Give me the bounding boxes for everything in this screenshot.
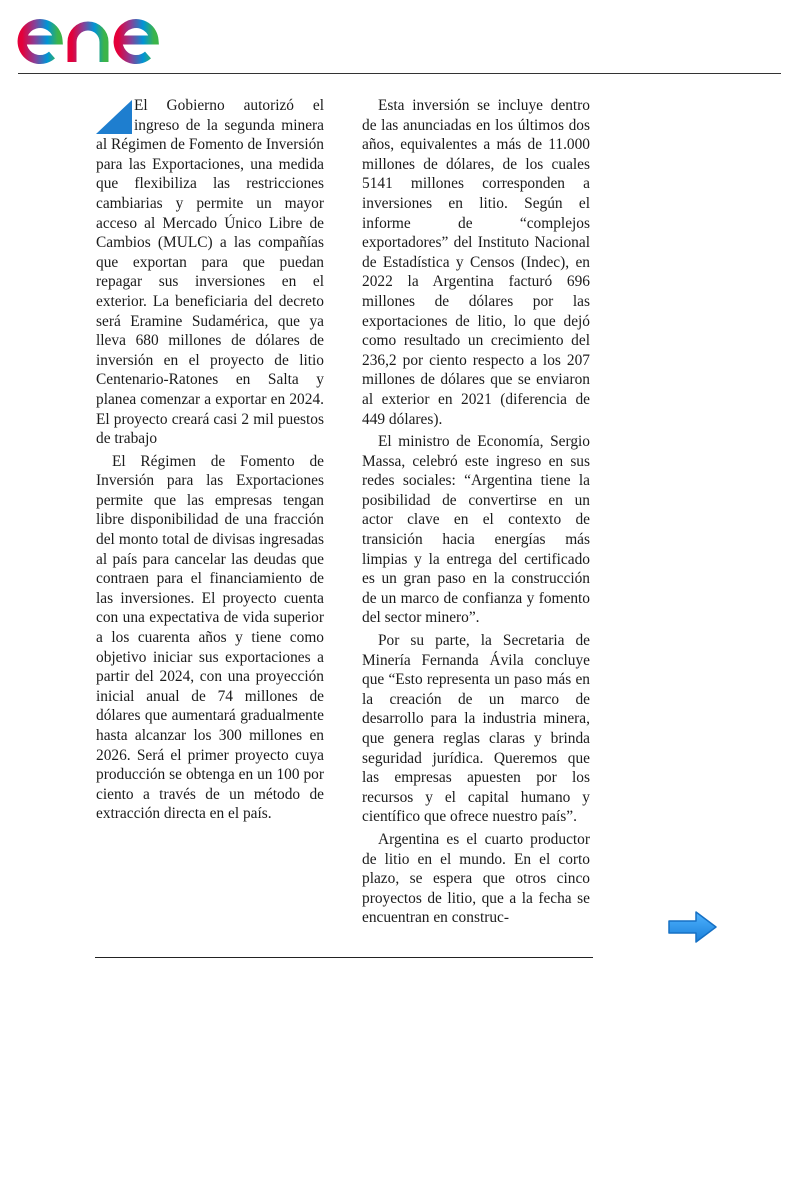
article-column-left [96, 96, 324, 827]
right-arrow-icon [666, 910, 718, 944]
article-column-right [362, 96, 590, 931]
footer-divider [95, 957, 593, 958]
article-paragraph-1-text: El Gobierno autorizó el ingreso de la segunda minera al Régimen de Fomento de Inversión para las Exportaciones, una medida que flexibiliza las restricciones cambiarias y permite un mayor acceso al Mercado Único Libre de Cambios (MULC) a las compañías que exportan para que puedan repagar sus inversiones en el exterior. La beneficiaria del decreto será Eramine Sudamérica, que ya lleva 680 millones de dólares de inversión en el proyecto de litio Centenario-Ratones en Salta y planea comenzar a exportar en 2024. El proyecto creará casi 2 mil puestos de trabajo [96, 97, 324, 448]
next-page-button[interactable] [666, 910, 718, 944]
blue-triangle-icon [96, 100, 132, 134]
article-body [96, 96, 594, 926]
article-paragraph-3: Esta inversión se incluye dentro de las anunciadas en los últimos dos años, equivalentes a más de 11.000 millones de dólares, de los cuales 5141 millones corresponden a inversiones en litio. Según el informe de “complejos exportadores” del Instituto Nacional de Estadística y Censos (Indec), en 2022 la Argentina facturó 696 millones de dólares por las exportaciones de litio, lo que dejó como resultado un crecimiento del 236,2 por ciento respecto a los 207 millones de dólares que se enviaron al exterior en 2021 (diferencia de 449 dólares). [362, 97, 590, 428]
article-paragraph-4: El ministro de Economía, Sergio Massa, celebró este ingreso en sus redes sociales: “Argentina tiene la posibilidad de convertirse en un actor clave en el contexto de transición hacia energías más limpias y la entrega del certificado es un gran paso en la construcción de un marco de confianza y fomento del sector minero”. [362, 433, 590, 627]
enel-logo-graphic [16, 6, 186, 68]
header-divider [18, 73, 781, 74]
article-paragraph-5: Por su parte, la Secretaria de Minería Fernanda Ávila concluye que “Esto representa un paso más en la creación de un marco de desarrollo para la industria minera, que genera reglas claras y brinda seguridad jurídica. Queremos que las empresas apuesten por los recursos y el capital humano y científico que ofrece nuestro país”. [362, 632, 590, 826]
article-paragraph-2: El Régimen de Fomento de Inversión para las Exportaciones permite que las empresas tengan libre disponibilidad de una fracción del monto total de divisas ingresadas al país para cancelar las deudas que contraen para el financiamiento de las inversiones. El proyecto cuenta con una expectativa de vida superior a los cuarenta años y tiene como objetivo iniciar sus exportaciones a partir del 2024, con una proyección inicial anual de 74 millones de dólares que aumentará gradualmente hasta alcanzar los 300 millones en 2026. Será el primer proyecto cuya producción se obtenga en un 100 por ciento a través de un método de extracción directa en el país. [96, 452, 324, 823]
article-paragraph-1 [96, 96, 324, 449]
article-paragraph-6: Argentina es el cuarto productor de litio en el mundo. En el corto plazo, se espera que otros cinco proyectos de litio, que a la fecha se encuentran en construc- [362, 830, 590, 927]
enel-logo [16, 6, 186, 68]
